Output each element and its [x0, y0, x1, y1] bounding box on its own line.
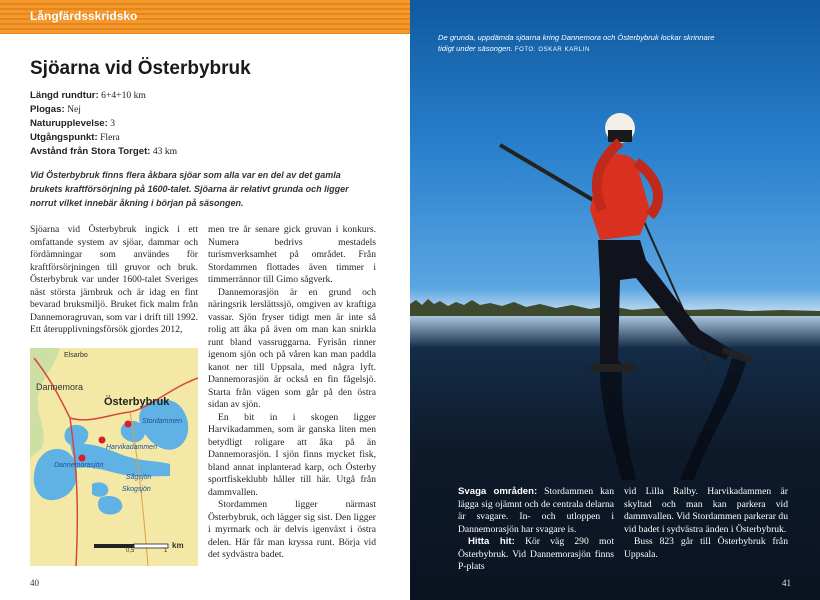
- right-page: [410, 0, 820, 600]
- page-number-left: 40: [30, 578, 39, 588]
- facts-list: [30, 89, 177, 159]
- map-scale-mid: 0,5: [126, 548, 135, 554]
- marker-stordammen: [125, 421, 132, 428]
- body-column-1: [30, 224, 198, 337]
- weak-areas: Svaga områden: Stordammen kan lägga sig ojämnt och de centrala delarna är svagare. In- och utloppen i Dannemorasjön har svagare is.: [458, 486, 614, 535]
- area-map: [30, 348, 198, 566]
- paragraph: vid Lilla Ralby. Harvikadammen är skyltad och man kan parkera vid dammvallen. Vid Stordammen parkerar du vid badet i sydvästra änden i Österbybruk.: [624, 486, 788, 535]
- skater-illustration: [450, 100, 780, 480]
- section-header: [0, 0, 410, 34]
- marker-dannemorasjon: [79, 455, 86, 462]
- fact-nature: Naturupplevelse: 3: [30, 118, 116, 129]
- fact-start: Utgångspunkt: Flera: [30, 132, 120, 143]
- fact-distance: Avstånd från Stora Torget: 43 km: [30, 146, 178, 157]
- paragraph: Sjöarna vid Österbybruk ingick i ett omfattande system av sjöar, dammar och fördämningar som användes för kraftförsörjningen till gruvor och bruk. Österbybruk var under 1600-talet Sveriges näst största järnbruk och är idag en fint bevarad bruksmiljö. Bruket fick malm från Dannemoragruvan, som var i drift till 1992. Ett återupplivningsförsök gjordes 2012,: [30, 224, 198, 335]
- page-number-right: 41: [782, 578, 791, 588]
- info-column-1: [458, 486, 614, 574]
- map-label-skogsjon: Skogsjön: [122, 486, 151, 493]
- paragraph: men tre år senare gick gruvan i konkurs. Numera bedrivs mestadels turismverksamhet på området. Från Stordammen flottades även timmer i timmerrännor till Gimo sågverk.: [208, 224, 376, 285]
- fact-plowed: Plogas: Nej: [30, 104, 81, 115]
- section-label: Långfärdsskridsko: [30, 9, 138, 23]
- map-label-harvikadammen: Harvikadammen: [106, 444, 157, 451]
- directions: Hitta hit: Kör väg 290 mot Österbybruk. Vid Dannemorasjön finns P-plats: [458, 536, 614, 572]
- marker-harvikadammen: [99, 437, 106, 444]
- intro-text: Vid Österbybruk finns flera åkbara sjöar som alla var en del av det gamla brukets kraftförsörjning på 1600-talet. Sjöarna är relativt grunda och ligger norrut vilket innebär åkning i början på säsongen.: [30, 170, 349, 208]
- map-graphic: [30, 348, 198, 566]
- body-column-2: [208, 224, 376, 562]
- paragraph: Dannemorasjön är en grund och näringsrik lerslättssjö, omgiven av kraftiga vassar. Sjön fryser tidigt men är inte så rolig att åka på även om man kan snirkla runt bland vassruggarna. Fyrisån rinner igenom sjön och på våren kan man paddla kanot ner till Uppsala, med några lyft. Dannemorasjön är också en fin fågelsjö. Starta från vägen som går på den östra sidan av sjön.: [208, 286, 376, 410]
- map-label-dannemora: Dannemora: [36, 382, 84, 392]
- photo-credit: FOTO: OSKAR KARLIN: [514, 47, 590, 53]
- paragraph: Buss 823 går till Österbybruk från Uppsala.: [624, 536, 788, 560]
- paragraph: Stordammen ligger närmast Österbybruk, och lägger sig sist. Den ligger i myrmark och är delvis igenväxt i östra delen. Här får man kryssa runt. Börja vid det sydvästra badet.: [208, 499, 376, 560]
- map-label-sagsjon: Sågsjön: [126, 474, 152, 481]
- map-label-stordammen: Stordammen: [142, 418, 183, 425]
- fact-length: Längd rundtur: 6+4+10 km: [30, 90, 146, 101]
- map-scale-unit: km: [172, 541, 184, 550]
- page-title: Sjöarna vid Österbybruk: [30, 58, 251, 79]
- map-scale-end: 1: [164, 548, 168, 554]
- paragraph: En bit in i skogen ligger Harvikadammen, som är ganska liten men betydligt roligare att åka på än Dannemorasjön. I sjön finns mycket fisk, bland annat inplanterad karp, och Österby sportfiskeklubb håller till här. Utgå från dammvallen.: [208, 411, 376, 498]
- map-label-dannemorasjon: Dannemorasjön: [54, 462, 104, 469]
- photo-caption: De grunda, uppdämda sjöarna kring Dannemora och Österbybruk lockar skrinnare tidigt under säsongen. FOTO: OSKAR KARLIN: [438, 33, 715, 53]
- map-label-osterbybruk: Österbybruk: [104, 396, 170, 408]
- info-column-2: [624, 486, 788, 561]
- map-label-elsarbo: Elsarbo: [64, 352, 88, 359]
